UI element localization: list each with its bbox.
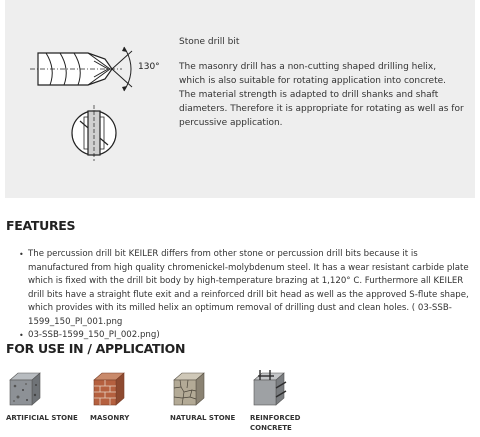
features-heading: FEATURES	[6, 218, 76, 233]
feature-text: 03-SSB-1599_150_PI_002.png)	[28, 330, 160, 340]
list-item	[0, 248, 478, 329]
bullet-icon: •	[19, 250, 24, 259]
product-title: Stone drill bit	[179, 37, 240, 47]
application-item-artificial-stone	[6, 370, 86, 423]
application-label: ARTIFICIAL STONE	[6, 414, 78, 422]
application-item-natural-stone	[170, 370, 250, 423]
natural-stone-icon	[170, 370, 208, 408]
application-item-reinforced-concrete	[250, 370, 330, 433]
application-item-masonry	[90, 370, 170, 423]
drill-bit-diagram-icon	[10, 35, 170, 175]
product-description: The masonry drill has a non-cutting shaped drilling helix, which is also suitable for rotating application into concrete. The material strength is adapted to drill shanks and shaft diameters. Therefore it is appropriate for rotating as well as for percussive application.	[179, 62, 464, 128]
features-list	[0, 248, 478, 343]
application-heading: FOR USE IN / APPLICATION	[6, 341, 186, 356]
application-label: NATURAL STONE	[170, 414, 236, 422]
feature-text: The percussion drill bit KEILER differs from other stone or percussion drill bits because it is manufactured from high quality chromenickel-molybdenum steel. It has a wear resistant carbide plate which is fixed with the drill bit body by high-temperature brazing at 1,120° C. Furthermore all KEILER drill bits have a straight flute exit and a reinforced drill bit head as well as the approved S-flute shape, which provides with its milled helix an optimum removal of drilling dust and clean holes. ( 03-SSB-1599_150_PI_001.png	[28, 249, 469, 327]
bullet-icon: •	[19, 331, 24, 340]
angle-label: 130°	[138, 62, 160, 72]
reinforced-concrete-icon	[250, 370, 288, 408]
application-label: MASONRY	[90, 414, 130, 422]
application-label: REINFORCED CONCRETE	[250, 414, 301, 432]
masonry-brick-icon	[90, 370, 128, 408]
artificial-stone-icon	[6, 370, 44, 408]
